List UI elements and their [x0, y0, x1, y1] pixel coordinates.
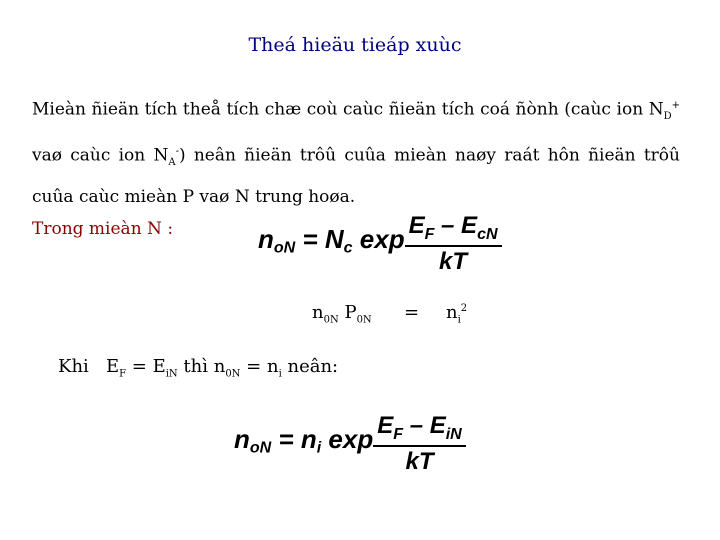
formula1-coef: N [324, 224, 344, 255]
nd-subscript: D [663, 111, 672, 123]
formula1-coef-sub: c [343, 239, 353, 257]
formula1-func: exp [352, 224, 405, 255]
formula1-numerator: $E_F - E_{cN}$ [408, 212, 498, 243]
formula2-fraction [373, 412, 466, 476]
mass-action-rhs: $n_i^2$ [446, 302, 468, 326]
formula2-coef-sub: i [316, 439, 322, 457]
formula1-fraction-bar [405, 245, 502, 247]
formula1-fraction [405, 212, 502, 276]
condition-line: Khi $E_F = E_{iN}$ thì $n_{0N} = n_i$ neân: [58, 356, 339, 380]
paragraph-text-1: Mieàn ñieän tích theå tích chæ coù caùc ñieän tích coá ñònh (caùc ion N [32, 99, 664, 120]
region-label: Trong mieàn N : [32, 219, 174, 239]
formula2-func: exp [321, 424, 374, 455]
formula1-lhs: n [258, 224, 274, 255]
paragraph-text-3: ) neân ñieän trôû cuûa mieàn naøy raát hôn ñieän trôû cuûa caùc mieàn P vaø N trung hoøa. [32, 145, 680, 208]
description-paragraph [32, 88, 680, 215]
slide-title: Theá hieäu tieáp xuùc [248, 34, 462, 56]
formula2-fraction-bar [373, 445, 466, 447]
formula-electron-density-nc [258, 212, 502, 276]
mass-action-law: $n_{0N}$ $P_{0N}$ [312, 302, 372, 326]
formula2-coef: n [300, 424, 317, 455]
formula1-eq: = [295, 224, 325, 255]
na-subscript: A [168, 157, 176, 169]
formula2-denominator: kT [405, 447, 434, 475]
formula1-lhs-sub: oN [273, 239, 296, 257]
paragraph-text-2: vaø caùc ion N [32, 145, 169, 166]
na-superscript: - [175, 146, 179, 158]
formula2-numerator: $E_F - E_{iN}$ [377, 412, 462, 443]
formula1-denominator: kT [439, 247, 468, 275]
nd-superscript: + [671, 100, 680, 111]
formula2-eq: = [271, 424, 301, 455]
formula2-lhs-sub: oN [249, 439, 272, 457]
mass-action-eq: = [404, 302, 420, 323]
formula2-lhs: n [234, 424, 250, 455]
formula-electron-density-ni [234, 412, 466, 476]
